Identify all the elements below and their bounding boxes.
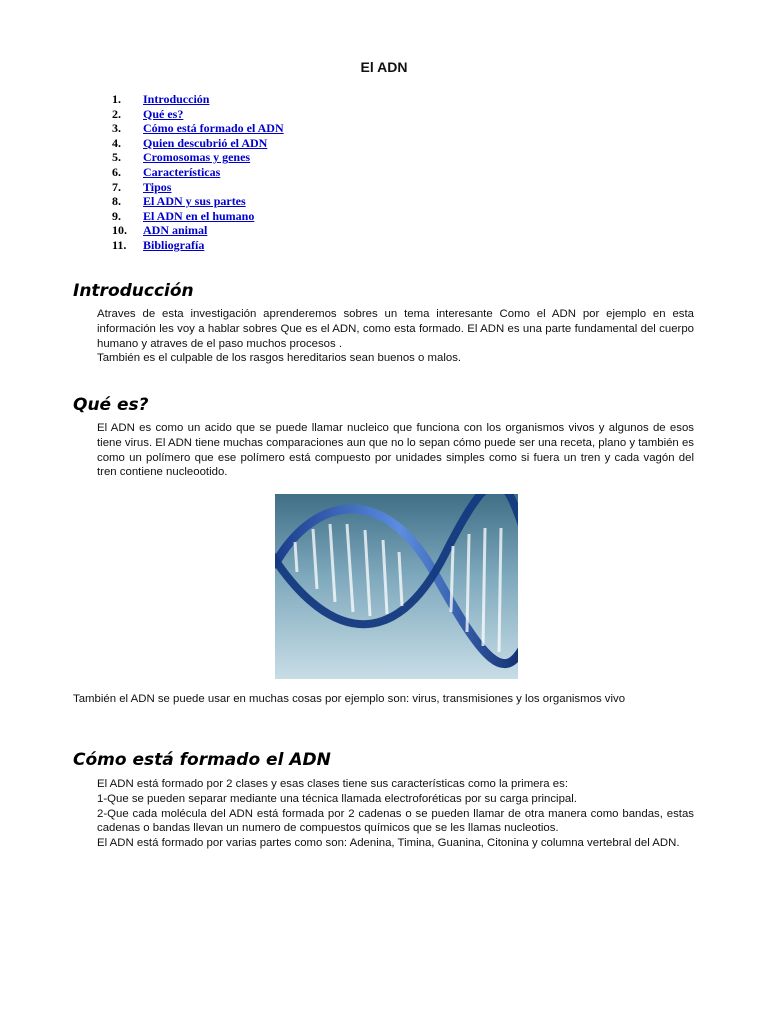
toc-number: 3. — [112, 121, 121, 136]
toc-number: 1. — [112, 92, 121, 106]
toc-number: 8. — [112, 194, 121, 209]
toc-link-adn-partes[interactable]: El ADN y sus partes — [143, 194, 246, 209]
toc-link-adn-humano[interactable]: El ADN en el humano — [143, 208, 255, 223]
toc-number: 6. — [112, 164, 121, 179]
toc-number: 2. — [112, 106, 121, 121]
section-body-que-es — [97, 421, 694, 480]
document-title: El ADN — [360, 59, 408, 75]
toc-link-que-es[interactable]: Qué es? — [143, 106, 184, 121]
paragraph: El ADN está formado por 2 clases y esas clases tiene sus características como la primera es: — [97, 778, 569, 790]
toc-item — [112, 194, 284, 209]
toc-link-como-esta-formado[interactable]: Cómo está formado el ADN — [143, 121, 284, 136]
toc-item — [112, 165, 284, 180]
toc-item — [112, 136, 284, 151]
paragraph: También es el culpable de los rasgos hereditarios sean buenos o malos. — [97, 352, 462, 365]
toc-item — [112, 238, 284, 253]
section-body-introduccion — [97, 307, 694, 366]
toc-item — [112, 150, 284, 165]
toc-item — [112, 223, 284, 238]
paragraph: 2-Que cada molécula del ADN está formada por 2 cadenas o se pueden llamar de otra manera como bandas, estas cadenas o bandas llevan un numero de compuestos químicos que se les llamas nucleotios. — [97, 807, 694, 835]
toc-number: 9. — [112, 208, 121, 223]
toc-item — [112, 121, 284, 136]
toc-link-cromosomas-genes[interactable]: Cromosomas y genes — [143, 150, 251, 165]
paragraph: El ADN es como un acido que se puede llamar nucleico que funciona con los organismos vivos y algunos de esos tiene virus. El ADN tiene muchas comparaciones aun que no lo sepan cómo puede ser una receta, plano y también es como un polímero que ese polímero está compuesto por unidades simples como si fuera un tren y cada vagón del tren contiene nucleootido. — [97, 422, 694, 479]
paragraph: Atraves de esta investigación aprenderemos sobres un tema interesante Como el ADN por ejemplo en esta información les voy a hablar sobres Que es el ADN, como esta formado. El ADN es una parte fundamental del cuerpo humano y atraves de el paso muchos procesos . — [97, 308, 694, 350]
toc-link-quien-descubrio[interactable]: Quien descubrió el ADN — [143, 135, 268, 150]
toc-link-introduccion[interactable]: Introducción — [143, 92, 210, 106]
section-body-que-es-continued — [73, 692, 694, 707]
toc-number: 4. — [112, 135, 121, 150]
section-heading-introduccion: Introducción — [73, 281, 194, 301]
section-heading-que-es: Qué es? — [73, 395, 149, 415]
dna-helix-image — [275, 494, 518, 679]
toc-link-caracteristicas[interactable]: Características — [143, 164, 221, 179]
toc-number: 7. — [112, 179, 121, 194]
paragraph: El ADN está formado por varias partes como son: Adenina, Timina, Guanina, Citonina y columna vertebral del ADN. — [97, 837, 680, 850]
paragraph: 1-Que se pueden separar mediante una técnica llamada electroforéticas por su carga principal. — [97, 792, 577, 805]
toc-item — [112, 107, 284, 122]
paragraph: También el ADN se puede usar en muchas cosas por ejemplo son: virus, transmisiones y los organismos vivo — [73, 693, 626, 705]
section-heading-como-esta-formado: Cómo está formado el ADN — [73, 750, 331, 770]
toc-link-tipos[interactable]: Tipos — [143, 179, 172, 194]
toc-item — [112, 209, 284, 224]
toc-item — [112, 92, 284, 107]
toc-link-adn-animal[interactable]: ADN animal — [143, 223, 208, 238]
toc-number: 11. — [112, 237, 127, 252]
toc-number: 5. — [112, 150, 121, 165]
toc-link-bibliografia[interactable]: Bibliografía — [143, 237, 205, 252]
toc-item — [112, 180, 284, 195]
table-of-contents — [112, 92, 284, 253]
toc-number: 10. — [112, 223, 127, 238]
section-body-como-esta-formado — [97, 777, 694, 851]
